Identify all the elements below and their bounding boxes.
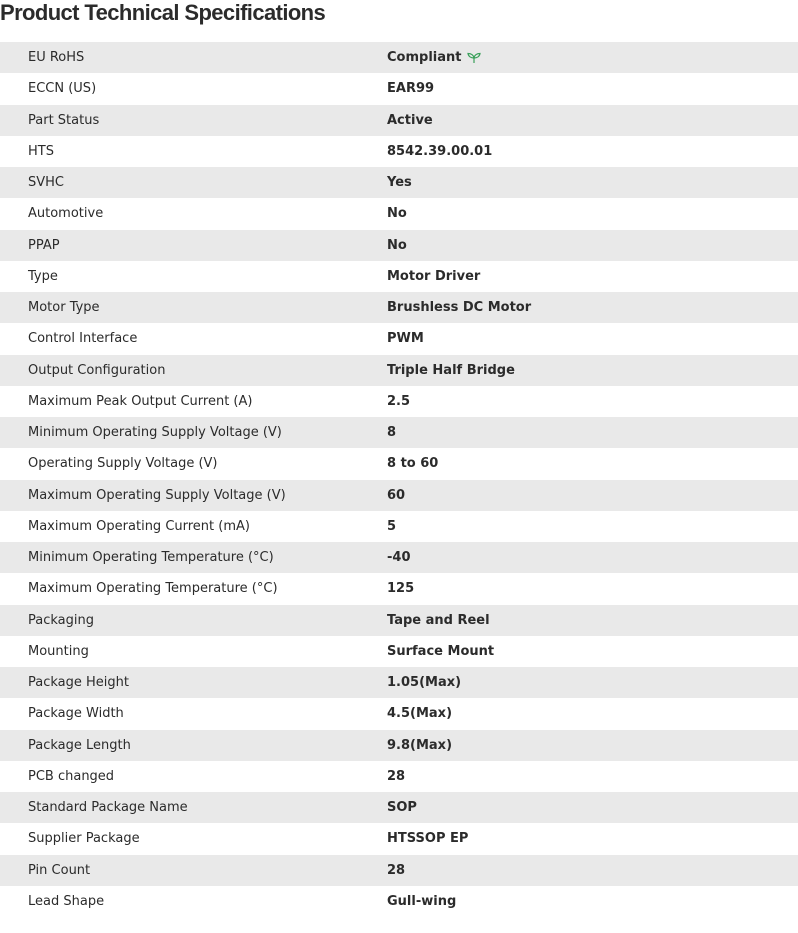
spec-value: Gull-wing xyxy=(387,893,457,909)
spec-value-cell xyxy=(387,50,798,65)
spec-label: Operating Supply Voltage (V) xyxy=(28,456,218,472)
spec-label: Control Interface xyxy=(28,331,138,347)
spec-row xyxy=(0,698,798,729)
spec-value: 125 xyxy=(387,581,415,597)
spec-value: Brushless DC Motor xyxy=(387,300,532,316)
spec-row xyxy=(0,386,798,417)
spec-label: Standard Package Name xyxy=(28,800,188,816)
spec-value: SOP xyxy=(387,800,417,816)
spec-row xyxy=(0,417,798,448)
spec-value: Surface Mount xyxy=(387,643,495,659)
spec-label: Package Height xyxy=(28,675,129,691)
spec-row xyxy=(0,292,798,323)
spec-value: Yes xyxy=(387,175,412,191)
spec-row xyxy=(0,448,798,479)
spec-label: Type xyxy=(28,268,58,284)
spec-row xyxy=(0,886,798,917)
spec-value: Motor Driver xyxy=(387,268,481,284)
spec-row xyxy=(0,605,798,636)
spec-row xyxy=(0,761,798,792)
spec-value: 1.05(Max) xyxy=(387,675,462,691)
page-title: Product Technical Specifications xyxy=(0,0,326,25)
spec-label: Minimum Operating Supply Voltage (V) xyxy=(28,425,282,441)
spec-label: Automotive xyxy=(28,206,104,222)
spec-label: Mounting xyxy=(28,643,89,659)
spec-row xyxy=(0,855,798,886)
spec-label: Maximum Peak Output Current (A) xyxy=(28,393,253,409)
spec-row xyxy=(0,105,798,136)
spec-row xyxy=(0,136,798,167)
spec-row xyxy=(0,667,798,698)
spec-label: Maximum Operating Current (mA) xyxy=(28,518,250,534)
spec-value: Compliant xyxy=(387,50,462,66)
spec-row xyxy=(0,73,798,104)
spec-value: HTSSOP EP xyxy=(387,831,469,847)
spec-label: Minimum Operating Temperature (°C) xyxy=(28,550,274,566)
spec-value: 28 xyxy=(387,768,406,784)
spec-value: No xyxy=(387,206,407,222)
spec-row xyxy=(0,42,798,73)
spec-label: PPAP xyxy=(28,237,60,253)
spec-row xyxy=(0,823,798,854)
spec-row xyxy=(0,792,798,823)
spec-value: EAR99 xyxy=(387,81,435,97)
spec-row xyxy=(0,261,798,292)
spec-label: ECCN (US) xyxy=(28,81,97,97)
spec-value: 5 xyxy=(387,518,397,534)
spec-label: PCB changed xyxy=(28,768,115,784)
spec-row xyxy=(0,511,798,542)
spec-value: Active xyxy=(387,112,433,128)
spec-value: 28 xyxy=(387,862,406,878)
spec-value: 9.8(Max) xyxy=(387,737,453,753)
spec-label: Supplier Package xyxy=(28,831,140,847)
spec-label: Package Width xyxy=(28,706,124,722)
spec-label: Maximum Operating Supply Voltage (V) xyxy=(28,487,286,503)
spec-row xyxy=(0,480,798,511)
spec-value: 60 xyxy=(387,487,406,503)
spec-row xyxy=(0,636,798,667)
spec-value: Triple Half Bridge xyxy=(387,362,515,378)
spec-value: 8 to 60 xyxy=(387,456,439,472)
spec-row xyxy=(0,573,798,604)
spec-label: Pin Count xyxy=(28,862,91,878)
leaf-icon xyxy=(467,52,481,64)
spec-label: Packaging xyxy=(28,612,94,628)
spec-label: EU RoHS xyxy=(28,50,85,66)
spec-row xyxy=(0,230,798,261)
spec-label: Lead Shape xyxy=(28,893,105,909)
spec-value: 2.5 xyxy=(387,393,411,409)
spec-value: PWM xyxy=(387,331,424,347)
spec-value: 8542.39.00.01 xyxy=(387,143,493,159)
spec-value: Tape and Reel xyxy=(387,612,490,628)
spec-label: SVHC xyxy=(28,175,64,191)
spec-label: Motor Type xyxy=(28,300,100,316)
spec-row xyxy=(0,198,798,229)
spec-row xyxy=(0,355,798,386)
spec-row xyxy=(0,542,798,573)
spec-value: -40 xyxy=(387,550,411,566)
spec-label: Part Status xyxy=(28,112,100,128)
spec-table xyxy=(0,42,798,917)
spec-row xyxy=(0,323,798,354)
spec-row xyxy=(0,167,798,198)
spec-value: 8 xyxy=(387,425,397,441)
spec-label: Maximum Operating Temperature (°C) xyxy=(28,581,278,597)
spec-row xyxy=(0,730,798,761)
spec-value: No xyxy=(387,237,407,253)
spec-value: 4.5(Max) xyxy=(387,706,453,722)
spec-label: Output Configuration xyxy=(28,362,166,378)
spec-label: HTS xyxy=(28,143,54,159)
spec-label: Package Length xyxy=(28,737,131,753)
